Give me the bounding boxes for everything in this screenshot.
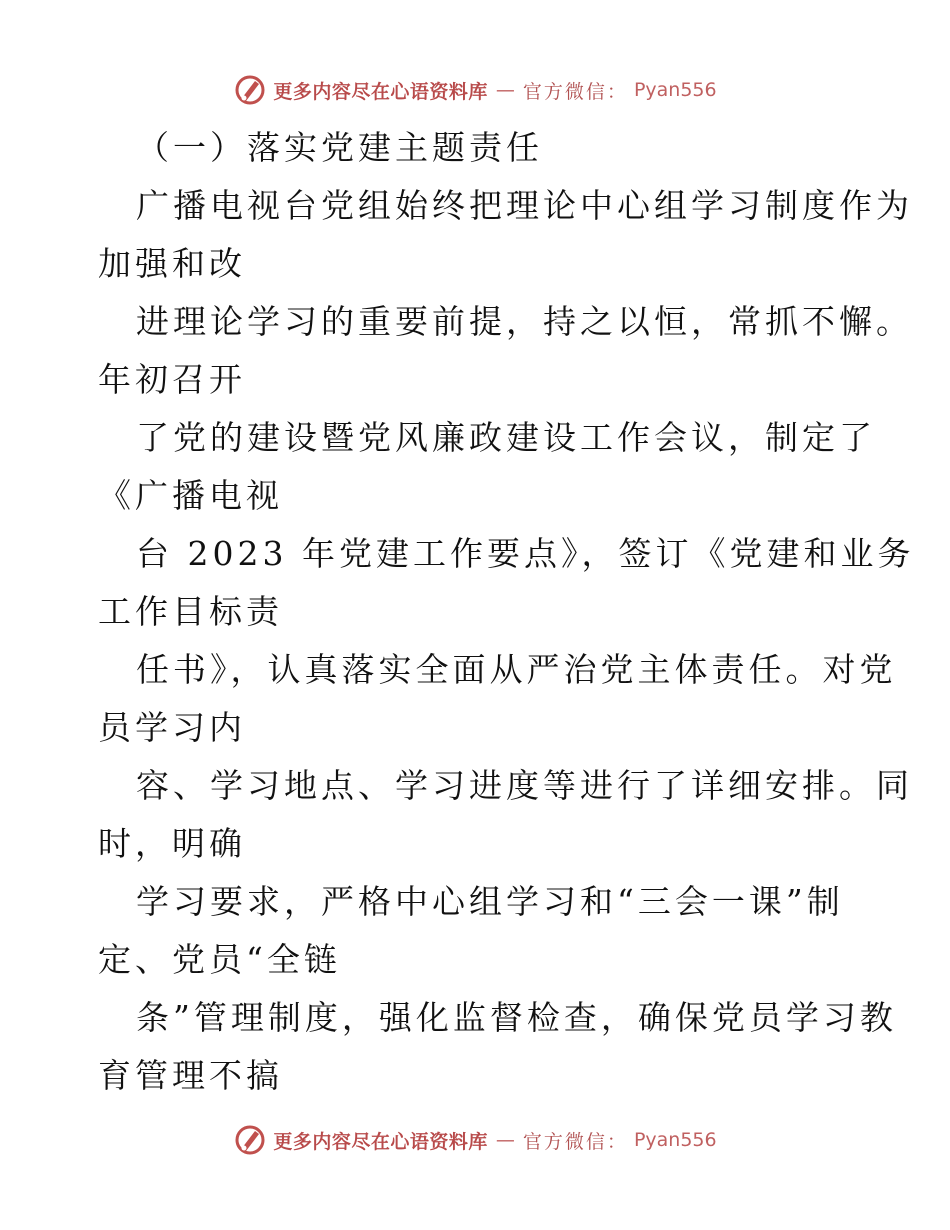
pen-circle-logo-icon [233, 73, 267, 107]
banner-wechat-id: Pyan556 [633, 1129, 717, 1151]
text-line: 进理论学习的重要前提，持之以恒，常抓不懈。 [136, 302, 913, 341]
text-line: 年初召开 [98, 360, 246, 399]
text-line: 台 2023 年党建工作要点》，签订《党建和业务 [136, 534, 915, 573]
pen-circle-logo-icon [233, 1123, 267, 1157]
banner-slogan: 更多内容尽在心语资料库 [273, 1130, 488, 1153]
document-body [98, 119, 915, 1105]
text-line: 容、学习地点、学习进度等进行了详细安排。同 [136, 766, 913, 805]
banner-wechat-label: 官方微信： [522, 1130, 628, 1153]
text-line: 《广播电视 [98, 476, 283, 515]
banner-dash: — [495, 1129, 515, 1151]
section-heading: （一）落实党建主题责任 [136, 128, 543, 167]
text-line: 加强和改 [98, 244, 246, 283]
banner-dash: — [495, 79, 515, 101]
text-line: 定、党员“全链 [98, 940, 341, 979]
text-line: 了党的建设暨党风廉政建设工作会议，制定了 [136, 418, 876, 457]
text-line: 条”管理制度，强化监督检查，确保党员学习教 [136, 998, 897, 1037]
footer-banner [0, 1120, 950, 1160]
text-line: 时，明确 [98, 824, 246, 863]
banner-slogan: 更多内容尽在心语资料库 [273, 80, 488, 103]
banner-wechat-id: Pyan556 [633, 79, 717, 101]
header-banner [0, 70, 950, 110]
text-line: 广播电视台党组始终把理论中心组学习制度作为 [136, 186, 913, 225]
text-line: 育管理不搞 [98, 1056, 283, 1095]
text-line: 学习要求，严格中心组学习和“三会一课”制 [136, 882, 844, 921]
text-line: 任书》，认真落实全面从严治党主体责任。对党 [136, 650, 897, 689]
banner-wechat-label: 官方微信： [522, 80, 628, 103]
text-line: 工作目标责 [98, 592, 283, 631]
text-line: 员学习内 [98, 708, 246, 747]
